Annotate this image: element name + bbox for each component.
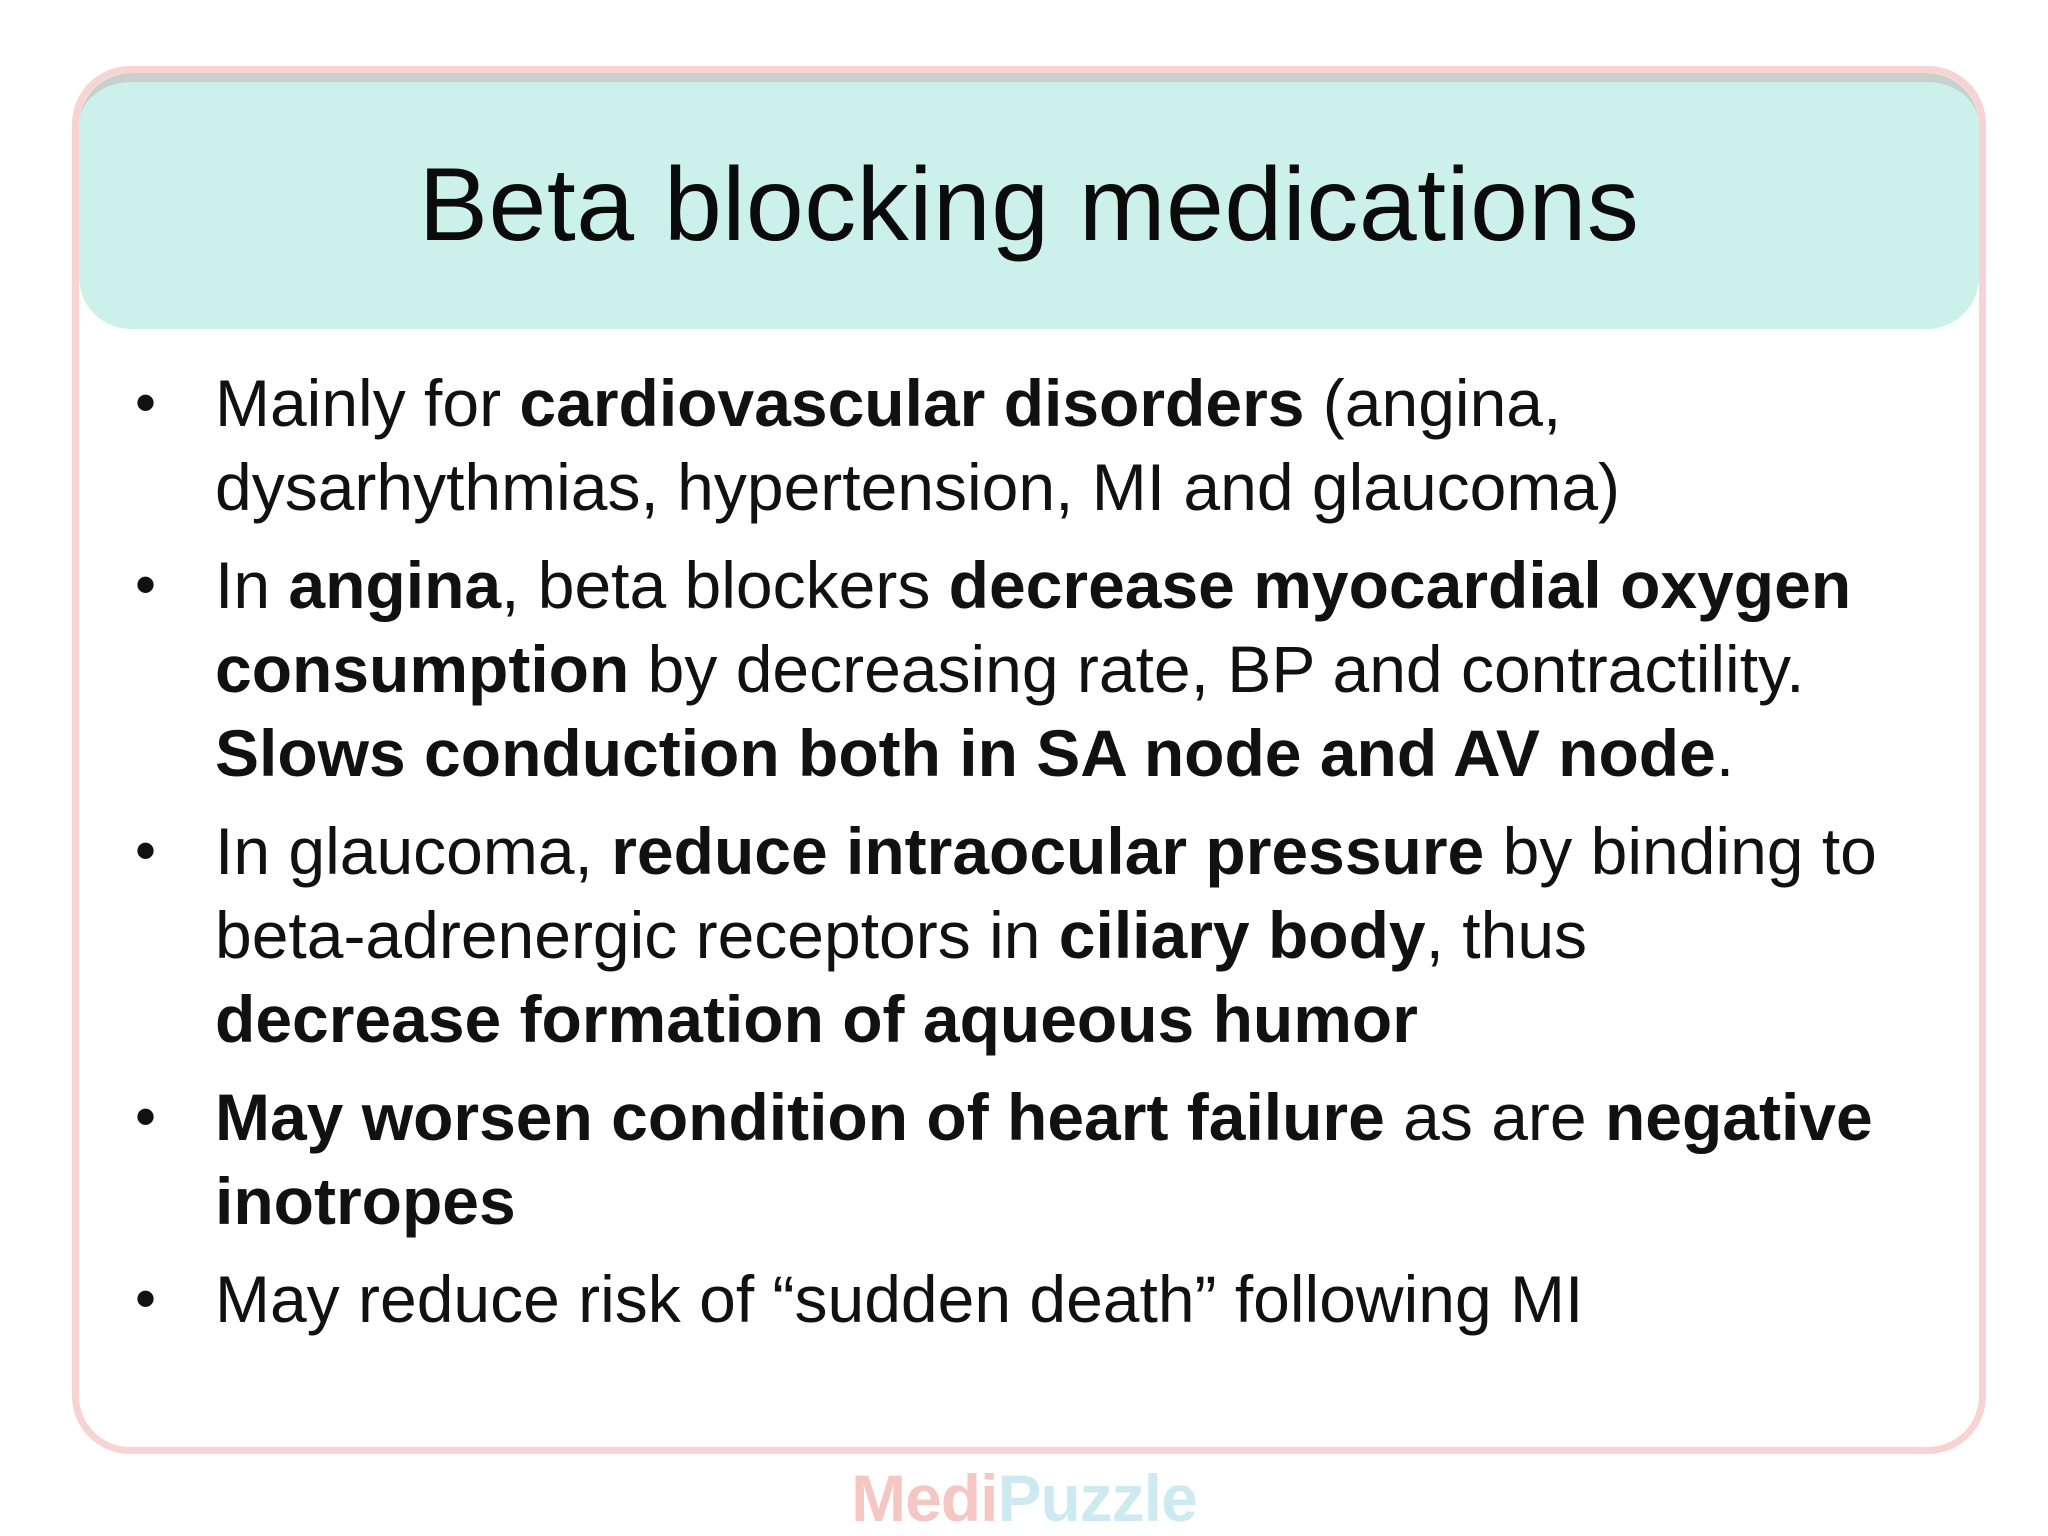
bullet-item <box>131 361 1951 529</box>
bullet-item <box>131 809 1951 1061</box>
bullet-line <box>215 977 1951 1061</box>
bullet-item <box>131 1075 1951 1243</box>
text-segment: , thus <box>1425 898 1588 972</box>
bullet-line <box>215 627 1951 711</box>
text-segment: dysarhythmias, hypertension, MI and glaucoma) <box>215 450 1621 524</box>
bullet-line <box>215 1075 1951 1159</box>
slide-title: Beta blocking medications <box>418 147 1640 263</box>
bullet-item <box>131 543 1951 795</box>
text-segment: by decreasing rate, BP and contractility. <box>629 632 1805 706</box>
watermark-part-medi: Medi <box>851 1461 998 1535</box>
bullet-dot-icon: • <box>135 1265 157 1332</box>
bold-text-segment: ciliary body <box>1058 898 1426 972</box>
bullet-line <box>215 361 1951 445</box>
bullet-dot-icon: • <box>135 817 157 884</box>
bullet-line <box>215 809 1951 893</box>
bullet-dot-icon: • <box>135 369 157 436</box>
bullet-list <box>131 361 1951 1355</box>
text-segment: Mainly for <box>215 366 520 440</box>
bullet-line <box>215 711 1951 795</box>
bold-text-segment: decrease myocardial oxygen <box>948 548 1852 622</box>
bold-text-segment: negative <box>1604 1080 1873 1154</box>
bullet-text <box>215 1075 1951 1243</box>
bullet-text <box>215 361 1951 529</box>
bullet-dot-icon: • <box>135 551 157 618</box>
bold-text-segment: reduce intraocular pressure <box>611 814 1485 888</box>
watermark-part-puzzle: Puzzle <box>997 1461 1197 1535</box>
slide-frame <box>72 66 1986 1454</box>
bold-text-segment: decrease formation of aqueous humor <box>215 982 1418 1056</box>
bold-text-segment: cardiovascular disorders <box>519 366 1305 440</box>
bullet-text <box>215 1257 1951 1341</box>
title-band <box>79 73 1979 329</box>
text-segment: beta-adrenergic receptors in <box>215 898 1059 972</box>
bullet-text <box>215 809 1951 1061</box>
bullet-line <box>215 893 1951 977</box>
bold-text-segment: May worsen condition of heart failure <box>215 1080 1385 1154</box>
bold-text-segment: Slows conduction both in SA node and AV node <box>215 716 1716 790</box>
bullet-item <box>131 1257 1951 1341</box>
bold-text-segment: consumption <box>215 632 630 706</box>
bullet-line <box>215 1257 1951 1341</box>
bold-text-segment: inotropes <box>215 1164 516 1238</box>
text-segment: by binding to <box>1484 814 1877 888</box>
text-segment: as are <box>1384 1080 1605 1154</box>
text-segment: (angina, <box>1304 366 1562 440</box>
watermark-logo <box>0 1462 2048 1534</box>
text-segment: In <box>215 548 289 622</box>
bold-text-segment: angina <box>288 548 502 622</box>
bullet-dot-icon: • <box>135 1083 157 1150</box>
text-segment: May reduce risk of “sudden death” following MI <box>215 1262 1584 1336</box>
text-segment: , beta blockers <box>501 548 949 622</box>
bullet-line <box>215 445 1951 529</box>
text-segment: In glaucoma, <box>215 814 612 888</box>
bullet-line <box>215 543 1951 627</box>
bullet-line <box>215 1159 1951 1243</box>
text-segment: . <box>1715 716 1735 790</box>
bullet-text <box>215 543 1951 795</box>
